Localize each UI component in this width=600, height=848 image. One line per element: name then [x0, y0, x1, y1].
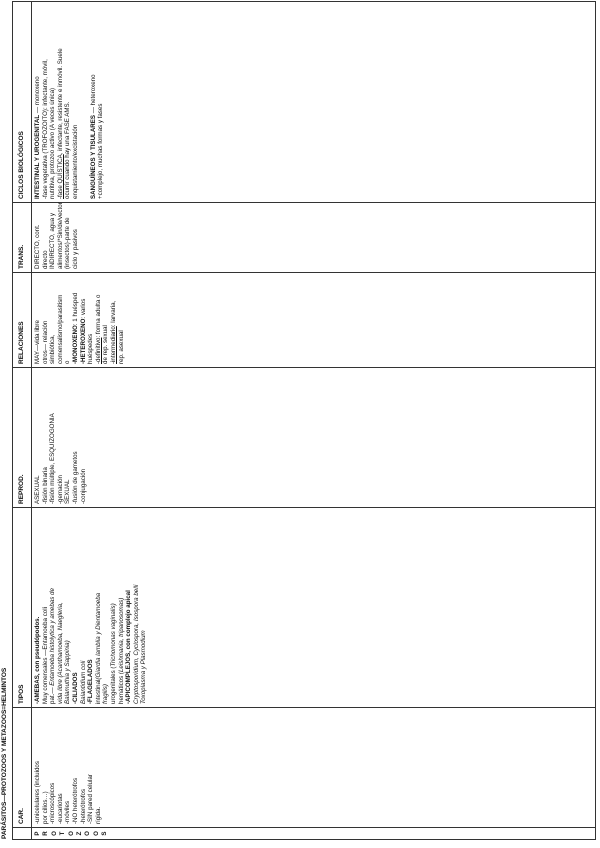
ciclo-sanguineos-heading: SANGUÍNEOS Y TISULARES — [89, 114, 97, 199]
relacion-term: -MONOXENO — [71, 325, 79, 364]
cell-reprod — [32, 368, 596, 508]
tipo-text: pat.— — [49, 687, 57, 704]
relacion-text: : larvaria, — [109, 300, 117, 327]
relacion-text: : forma adulta o — [94, 294, 102, 338]
tipo-species: Balantidium coli — [79, 660, 87, 704]
tipo-species: Entamoeba histolytica y amebas de — [49, 588, 57, 686]
tipo-amebas-heading: -AMEBAS, con pseudópodos. — [34, 616, 41, 704]
tipo-species: (Giardia lamblia y Dientamoeba — [94, 592, 102, 680]
tipo-species: vida libre (Acanthamoeba, Naegleria, — [56, 602, 64, 704]
page-title: PARÁSITOS—PROTOZOOS Y METAZOOS=HELMINTOS — [1, 667, 8, 839]
ciclo-text: , infectante, resistente e inmóvil. Suele — [56, 48, 64, 155]
relacion-line: o — [64, 360, 72, 364]
side-letter: P — [34, 831, 41, 836]
relacion-text: : 1 huésped — [71, 292, 79, 326]
ciclo-intestinal-heading: INTESTINAL Y UROGENITAL — [34, 114, 41, 199]
ciclo-line: -fase vegetativa (TROFOZOITO): infectante, móvil, — [41, 59, 49, 199]
parasites-table-sheet — [12, 2, 596, 840]
tipo-flagelados-heading: -FLAGELADOS — [87, 659, 95, 704]
reprod-line: -gemación — [56, 475, 64, 504]
relacion-line: simbiótica, — [49, 334, 57, 364]
trans-line: ciclo y pasivos — [71, 229, 79, 269]
car-line: por cilios…) — [41, 791, 49, 824]
side-label — [32, 828, 596, 840]
parasites-table — [12, 1, 596, 840]
relacion-line: de rep. sexual — [102, 325, 110, 364]
side-letter: O — [67, 831, 75, 836]
ciclo-line: +complejo, muchas formas y fases — [97, 103, 105, 199]
side-letter: O — [92, 831, 100, 836]
ciclo-text: — heteroxeno — [89, 74, 97, 115]
tipo-species: Balamuthia y Sappinia) — [64, 640, 72, 704]
header-side — [13, 828, 32, 840]
side-letter: S — [101, 831, 109, 836]
reprod-line: ASEXUAL — [34, 475, 41, 504]
cell-tipos — [32, 508, 596, 708]
tipo-species: Leishmania, tripanosomas) — [117, 597, 125, 673]
car-line: -microscópicos — [49, 782, 57, 824]
tipo-species: Toxoplasma y Plasmodium — [140, 630, 148, 704]
tipo-text: hemáticos ( — [117, 672, 125, 704]
tipo-species: fragilis) — [102, 684, 110, 704]
header-car: CAR. — [13, 708, 32, 828]
header-row — [13, 2, 32, 840]
relacion-line: comensalismo/parasitism — [56, 294, 64, 364]
side-letter: R — [42, 831, 50, 836]
trans-line: (insectos)-parte de — [64, 217, 72, 269]
reprod-line: -conjugación — [79, 468, 87, 504]
car-line: -móviles — [64, 800, 72, 824]
cell-relaciones — [32, 273, 596, 368]
header-relaciones: RELACIONES — [13, 273, 32, 368]
tipo-ciliados-heading: -CILIADOS — [71, 672, 79, 704]
trans-line: alimentos/*Sin/de/vector — [56, 202, 64, 269]
tipo-text: urogenitales ( — [109, 666, 117, 704]
side-letter: Z — [76, 831, 84, 836]
header-tipos: TIPOS — [13, 508, 32, 708]
car-line: rígida. — [94, 806, 102, 824]
trans-line: INDIRECTO, agua y — [49, 213, 57, 269]
reprod-line: -fisión múltiple, ESQUIZOGONIA — [49, 413, 57, 504]
ciclo-line: enquistamiento/excistación — [71, 124, 79, 199]
reprod-line: -fisión binaria — [41, 467, 49, 504]
car-line: -unicelulares (incluidos — [34, 761, 41, 824]
cell-trans — [32, 203, 596, 273]
cell-car — [32, 708, 596, 828]
ciclo-term: -fase QUÍSTICA — [56, 154, 64, 199]
ciclo-line: nutritiva, protozoo activo (A veces única) — [49, 87, 57, 199]
ciclo-text: — monoxeno — [34, 76, 41, 115]
relacion-text: : varios — [79, 298, 87, 319]
car-line: -SIN pared celular — [87, 774, 95, 824]
relacion-term: -intermediario — [109, 326, 117, 364]
ciclo-line: ocurrir cuando hay una FASE AMS. — [64, 101, 72, 199]
tipo-species: Cryptosporidium, Cyclospora, Isospora belli — [132, 584, 140, 704]
tipo-text: intestinal — [94, 679, 102, 704]
relacion-term: -HETEROXENO — [79, 318, 87, 364]
relacion-line: otros— relación — [41, 320, 49, 364]
relacion-term: -definitivo — [94, 337, 102, 364]
side-letter: O — [84, 831, 92, 836]
car-line: -eucariotas — [56, 793, 64, 824]
relacion-line: rep. asexual — [117, 330, 125, 364]
tipo-species: Trichomonas vaginalis) — [109, 603, 117, 667]
side-letter: O — [50, 831, 58, 836]
trans-line: DIRECTO, cont. directo — [34, 224, 49, 269]
relacion-line: MAY—vida libre — [34, 320, 41, 364]
protozoos-row — [32, 2, 596, 840]
side-letter: T — [59, 831, 67, 836]
car-line: -NO heterótrofos — [71, 777, 79, 824]
reprod-line: -fusión de gametos — [71, 451, 79, 504]
cell-ciclos — [32, 2, 596, 203]
relacion-line: huéspedes — [87, 333, 95, 364]
tipo-apicomplejos-heading: -APICOMPLEJOS, con complejo apical — [125, 590, 133, 704]
header-trans: TRANS. — [13, 203, 32, 273]
reprod-line: SEXUAL — [64, 479, 72, 504]
car-line: -heterótrofos — [79, 788, 87, 824]
header-ciclos: CICLOS BIOLÓGICOS — [13, 2, 32, 203]
header-reprod: REPROD. — [13, 368, 32, 508]
tipo-line: Muy comensales —Entamoeba coli — [41, 607, 49, 704]
